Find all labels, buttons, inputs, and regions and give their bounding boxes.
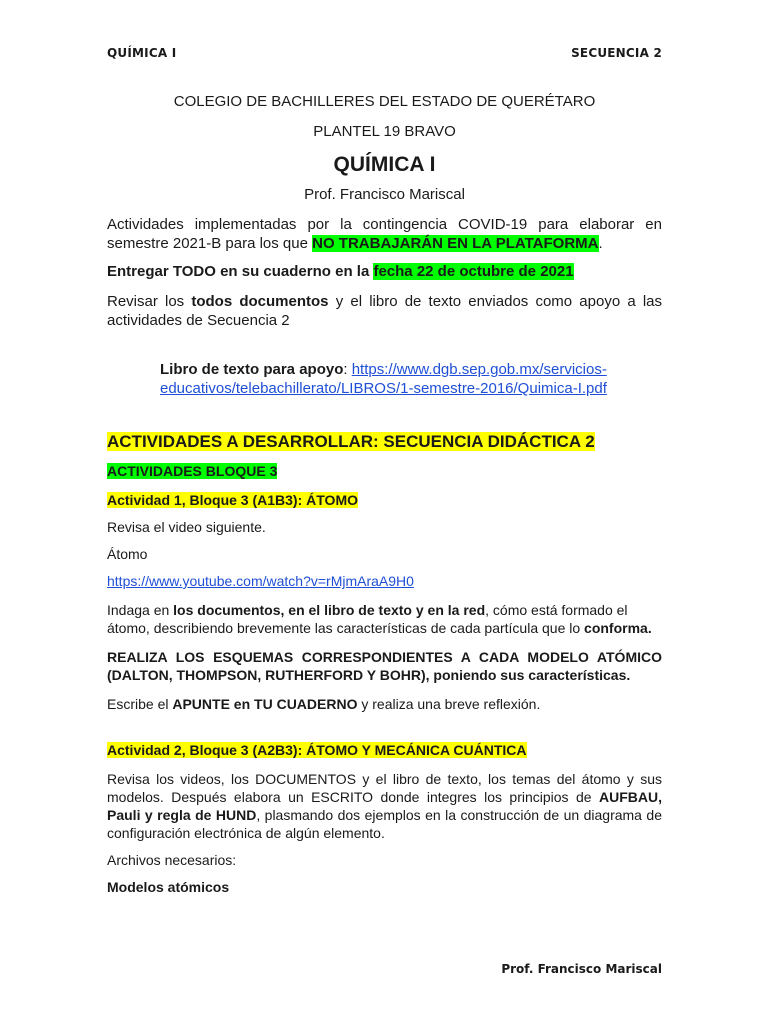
apunte-text-a: Escribe el bbox=[107, 696, 173, 712]
section-title-text: ACTIVIDADES A DESARROLLAR: SECUENCIA DIDÁCTICA 2 bbox=[107, 432, 595, 451]
activity1-video-paragraph bbox=[107, 572, 662, 590]
activity1-video-title: Átomo bbox=[107, 546, 148, 562]
activity1-realiza: REALIZA LOS ESQUEMAS CORRESPONDIENTES A CADA MODELO ATÓMICO (DALTON, THOMPSON, RUTHERFORD Y BOHR), poniendo sus características. bbox=[107, 649, 662, 683]
page-title: QUÍMICA I bbox=[333, 153, 436, 176]
indaga-text-c: , cómo está formado el átomo, describiendo brevemente las características de cada partícula que lo bbox=[107, 602, 628, 636]
activity2-files-item bbox=[107, 878, 662, 896]
professor-name: Prof. Francisco Mariscal bbox=[304, 186, 465, 203]
textbook-link-line2[interactable]: educativos/telebachillerato/LIBROS/1-semestre-2016/Quimica-I.pdf bbox=[160, 380, 607, 397]
files-item-text: Modelos atómicos bbox=[107, 879, 230, 895]
bloque-title bbox=[107, 462, 662, 480]
indaga-text-d: conforma. bbox=[584, 620, 652, 636]
activity2-text-a: Revisa los videos, los DOCUMENTOS y el libro de texto, los temas del átomo y sus modelos. Después elabora un ESCRITO donde integres los principios de bbox=[107, 771, 662, 805]
activity2-text-c: , plasmando dos ejemplos en la construcción de un diagrama de configuración electrónica de algún elemento. bbox=[107, 807, 662, 841]
activity2-files-label: Archivos necesarios: bbox=[107, 852, 237, 868]
textbook-sep: : bbox=[343, 361, 352, 378]
bloque-title-text: ACTIVIDADES BLOQUE 3 bbox=[107, 463, 278, 479]
activity2-text-b: AUFBAU, Pauli y regla de HUND bbox=[107, 789, 662, 823]
activity1-apunte bbox=[107, 695, 662, 713]
activity2-paragraph bbox=[107, 770, 662, 842]
review-paragraph bbox=[107, 292, 662, 330]
intro-end: . bbox=[598, 235, 603, 252]
textbook-label: Libro de texto para apoyo bbox=[160, 361, 344, 378]
deadline-paragraph bbox=[107, 263, 662, 281]
review-text-c: y el libro de texto enviados como apoyo a las actividades de Secuencia 2 bbox=[107, 293, 663, 329]
activity1-watch: Revisa el video siguiente. bbox=[107, 519, 266, 535]
activity2-title bbox=[107, 741, 662, 759]
header-subject: QUÍMICA I bbox=[107, 46, 177, 60]
review-text-a: Revisar los bbox=[107, 293, 192, 310]
school-name: COLEGIO DE BACHILLERES DEL ESTADO DE QUERÉTARO bbox=[173, 93, 596, 110]
indaga-text-b: los documentos, en el libro de texto y en la red bbox=[173, 602, 486, 618]
footer-professor: Prof. Francisco Mariscal bbox=[501, 962, 662, 976]
intro-paragraph bbox=[107, 215, 662, 253]
apunte-text-b: APUNTE en TU CUADERNO bbox=[172, 696, 358, 712]
review-text-b: todos documentos bbox=[191, 293, 329, 310]
deadline-text: Entregar TODO en su cuaderno en la bbox=[107, 263, 374, 280]
deadline-date: fecha 22 de octubre de 2021 bbox=[373, 263, 574, 280]
activity1-title-text: Actividad 1, Bloque 3 (A1B3): ÁTOMO bbox=[107, 492, 358, 508]
indaga-text-a: Indaga en bbox=[107, 602, 174, 618]
textbook-link-line1[interactable]: https://www.dgb.sep.gob.mx/servicios- bbox=[351, 361, 607, 378]
document-body bbox=[107, 90, 662, 896]
textbook-paragraph bbox=[160, 360, 662, 398]
plantel-name: PLANTEL 19 BRAVO bbox=[313, 123, 456, 140]
activity2-title-text: Actividad 2, Bloque 3 (A2B3): ÁTOMO Y MECÁNICA CUÁNTICA bbox=[107, 742, 527, 758]
apunte-text-c: y realiza una breve reflexión. bbox=[357, 696, 541, 712]
intro-text: Actividades implementadas por la contingencia COVID-19 para elaborar en semestre 2021-B para los que bbox=[107, 216, 662, 252]
activity1-indaga bbox=[107, 601, 662, 637]
header-sequence: SECUENCIA 2 bbox=[571, 46, 662, 60]
intro-highlight: NO TRABAJARÁN EN LA PLATAFORMA bbox=[312, 235, 599, 252]
section-title bbox=[107, 431, 662, 452]
activity1-title bbox=[107, 491, 662, 509]
activity1-video-link[interactable]: https://www.youtube.com/watch?v=rMjmAraA9H0 bbox=[107, 573, 414, 589]
